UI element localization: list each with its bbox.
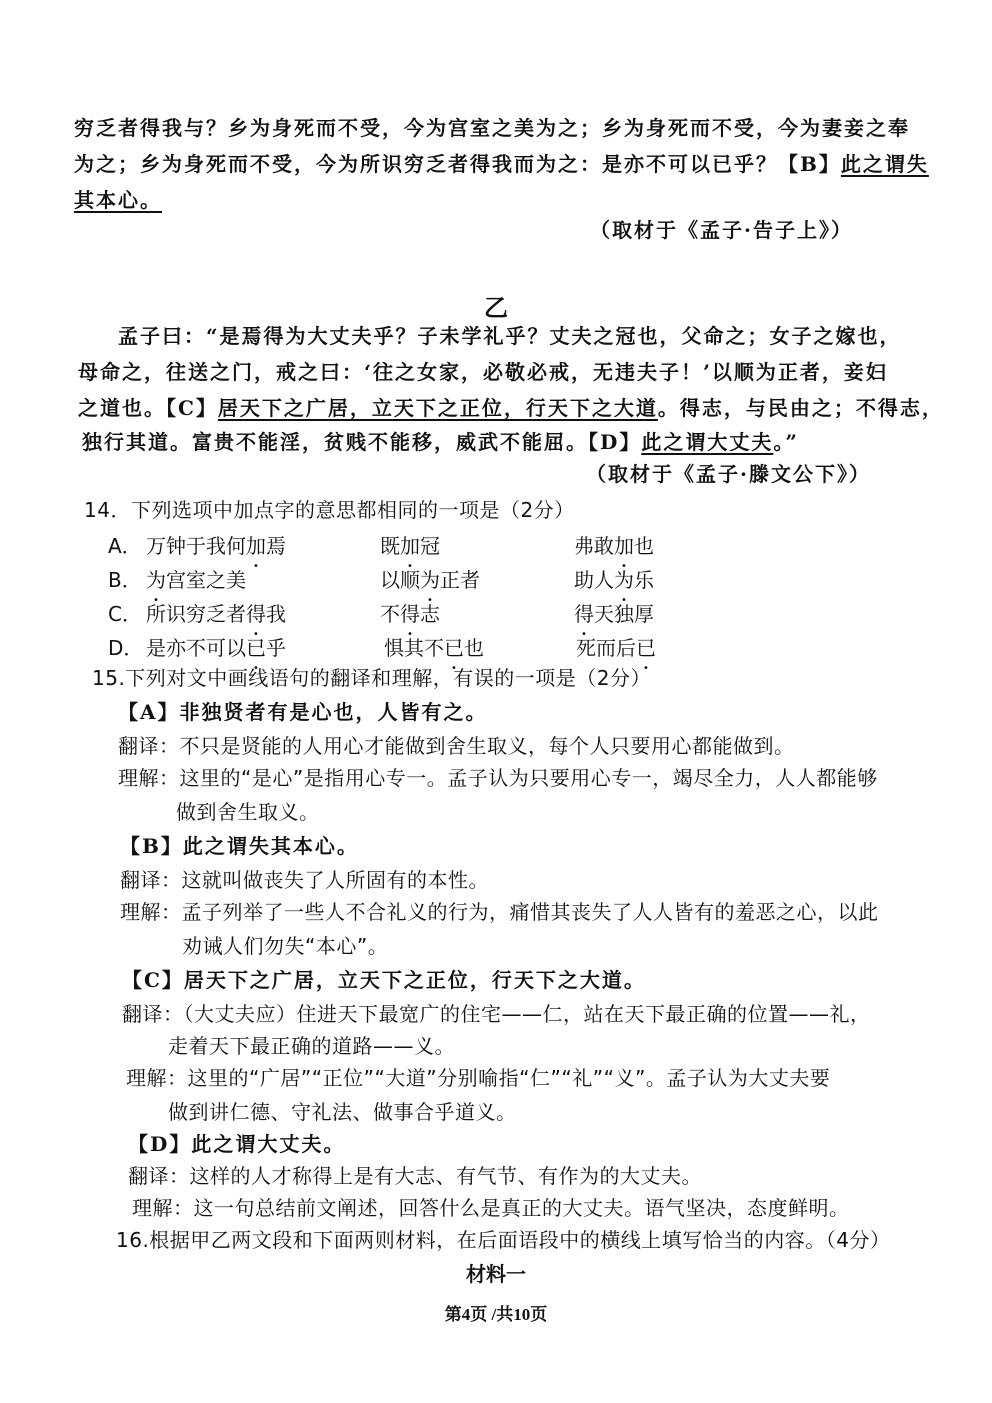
q15-item-a-head: 【A】非独贤者有是心也，人皆有之。 bbox=[118, 700, 488, 724]
passage-jia-line-1: 穷乏者得我与？乡为身死而不受，今为宫室之美为之；乡为身死而不受，今为妻妾之奉 bbox=[74, 116, 910, 140]
passage-yi-line-3-text: 之道也。【C】 bbox=[78, 396, 218, 420]
text: 弗敢 bbox=[574, 534, 614, 558]
text: 冠 bbox=[420, 534, 440, 558]
question-14-stem: 14．下列选项中加点字的意思都相同的一项是（2分） bbox=[84, 498, 575, 522]
q15-item-a-understanding-cont: 做到舍生取义。 bbox=[176, 800, 320, 824]
passage-yi-line-4 bbox=[82, 428, 799, 456]
dotted-char: 为 bbox=[146, 568, 166, 592]
passage-yi-line-2: 母命之，往送之门，戒之曰：‘往之女家，必敬必戒，无违夫子！’以顺为正者，妾妇 bbox=[78, 360, 888, 384]
option-a-choice-1 bbox=[146, 530, 286, 559]
text: 志 bbox=[420, 602, 440, 626]
q15-item-b-head: 【B】此之谓失其本心。 bbox=[120, 834, 359, 858]
dotted-char: 为 bbox=[614, 568, 634, 592]
q15-item-c-understanding-cont: 做到讲仁德、守礼法、做事合乎道义。 bbox=[168, 1100, 517, 1124]
source-citation-jia: （取材于《孟子·告子上》） bbox=[590, 218, 853, 242]
q15-item-c-translation: 翻译：（大丈夫应）住进天下最宽广的住宅——仁，站在天下最正确的位置——礼， bbox=[122, 1002, 871, 1026]
text: 乎 bbox=[266, 636, 286, 660]
passage-yi-line-3-tail: 。得志，与民由之；不得志， bbox=[657, 396, 944, 420]
option-b-choice-3 bbox=[574, 564, 654, 593]
dotted-char: 得 bbox=[246, 602, 266, 626]
text: 惧其不 bbox=[384, 636, 444, 660]
q15-item-a-understanding: 理解：这里的“是心”是指用心专一。孟子认为只要用心专一，竭尽全力，人人都能够 bbox=[118, 766, 878, 790]
question-15-stem: 15.下列对文中画线语句的翻译和理解，有误的一项是（2分） bbox=[92, 666, 652, 690]
passage-yi-line-1: 孟子曰：“是焉得为大丈夫乎？子未学礼乎？丈夫之冠也，父命之；女子之嫁也， bbox=[118, 324, 902, 348]
q15-item-b-understanding-cont: 劝诫人们勿失“本心”。 bbox=[182, 934, 389, 958]
option-c-choice-2 bbox=[380, 598, 440, 627]
text: 天独厚 bbox=[594, 602, 654, 626]
text: 也 bbox=[464, 636, 484, 660]
dotted-char: 已 bbox=[246, 636, 266, 660]
passage-jia-line-3 bbox=[74, 186, 162, 214]
option-c-choice-3 bbox=[574, 598, 654, 627]
text: 是亦不可以 bbox=[146, 636, 246, 660]
option-d-choice-3 bbox=[576, 632, 656, 661]
q15-item-b-translation: 翻译：这就叫做丧失了人所固有的本性。 bbox=[120, 868, 489, 892]
q15-item-d-translation: 翻译：这样的人才称得上是有大志、有气节、有作为的大丈夫。 bbox=[128, 1164, 702, 1188]
q15-item-d-head: 【D】此之谓大丈夫。 bbox=[128, 1132, 346, 1156]
text: 乐 bbox=[634, 568, 654, 592]
text: 不 bbox=[380, 602, 400, 626]
dotted-char: 已 bbox=[444, 636, 464, 660]
text: 死而后 bbox=[576, 636, 636, 660]
option-a-choice-2 bbox=[380, 530, 440, 559]
option-label: A． bbox=[108, 534, 142, 558]
option-label: B． bbox=[108, 568, 142, 592]
q15-item-b-understanding: 理解：孟子列举了一些人不合礼义的行为，痛惜其丧失了人人皆有的羞恶之心，以此 bbox=[120, 900, 879, 924]
passage-jia-line-2-text: 为之；乡为身死而不受，今为所识穷乏者得我而为之：是亦不可以已乎？【B】 bbox=[74, 152, 841, 176]
q15-item-d-understanding: 理解：这一句总结前文阐述，回答什么是真正的大丈夫。语气坚决，态度鲜明。 bbox=[132, 1196, 850, 1220]
text: 既 bbox=[380, 534, 400, 558]
q15-item-a-translation: 翻译：不只是贤能的人用心才能做到舍生取义，每个人只要用心都能做到。 bbox=[118, 734, 795, 758]
dotted-char: 得 bbox=[400, 602, 420, 626]
underlined-sentence-b: 此之谓失 bbox=[840, 152, 929, 176]
passage-yi-line-4-text: 独行其道。富贵不能淫，贫贱不能移，威武不能屈。【D】 bbox=[82, 430, 642, 454]
section-title-yi: 乙 bbox=[484, 293, 508, 322]
source-citation-yi: （取材于《孟子·滕文公下》） bbox=[586, 462, 871, 486]
option-d-choice-2 bbox=[384, 632, 484, 661]
dotted-char: 已 bbox=[636, 636, 656, 660]
q15-item-c-head: 【C】居天下之广居，立天下之正位，行天下之大道。 bbox=[122, 968, 646, 992]
material-one-heading: 材料一 bbox=[466, 1262, 526, 1286]
passage-jia-line-2 bbox=[74, 150, 929, 178]
text: 以顺 bbox=[380, 568, 420, 592]
underlined-sentence-b-end: 其本心。 bbox=[74, 188, 162, 212]
option-d-choice-1 bbox=[146, 632, 286, 661]
passage-yi-line-3 bbox=[78, 394, 944, 422]
dotted-char: 加 bbox=[400, 534, 420, 558]
dotted-char: 得 bbox=[574, 602, 594, 626]
underlined-sentence-c: 居天下之广居，立天下之正位，行天下之大道 bbox=[217, 396, 658, 420]
text: 宫室之美 bbox=[166, 568, 246, 592]
passage-yi-line-4-tail: 。” bbox=[773, 430, 799, 454]
option-label: C． bbox=[108, 602, 142, 626]
option-b-choice-2 bbox=[380, 564, 480, 593]
q15-item-c-translation-cont: 走着天下最正确的道路——义。 bbox=[168, 1034, 455, 1058]
option-label: D． bbox=[108, 636, 144, 660]
dotted-char: 加 bbox=[246, 534, 266, 558]
text: 万钟于我何 bbox=[146, 534, 246, 558]
text: 正者 bbox=[440, 568, 480, 592]
text: 我 bbox=[266, 602, 286, 626]
text: 也 bbox=[634, 534, 654, 558]
page-number-footer: 第4页 /共10页 bbox=[444, 1305, 548, 1324]
underlined-sentence-d: 此之谓大丈夫 bbox=[641, 430, 774, 454]
text: 所识穷乏者 bbox=[146, 602, 246, 626]
dotted-char: 加 bbox=[614, 534, 634, 558]
question-16-stem: 16.根据甲乙两文段和下面两则材料，在后面语段中的横线上填写恰当的内容。（4分） bbox=[116, 1228, 891, 1252]
option-b-choice-1 bbox=[146, 564, 246, 593]
option-c-choice-1 bbox=[146, 598, 286, 627]
text: 助人 bbox=[574, 568, 614, 592]
option-a-choice-3 bbox=[574, 530, 654, 559]
q15-item-c-understanding: 理解：这里的“广居”“正位”“大道”分别喻指“仁”“礼”“义”。孟子认为大丈夫要 bbox=[126, 1066, 831, 1090]
dotted-char: 为 bbox=[420, 568, 440, 592]
text: 焉 bbox=[266, 534, 286, 558]
